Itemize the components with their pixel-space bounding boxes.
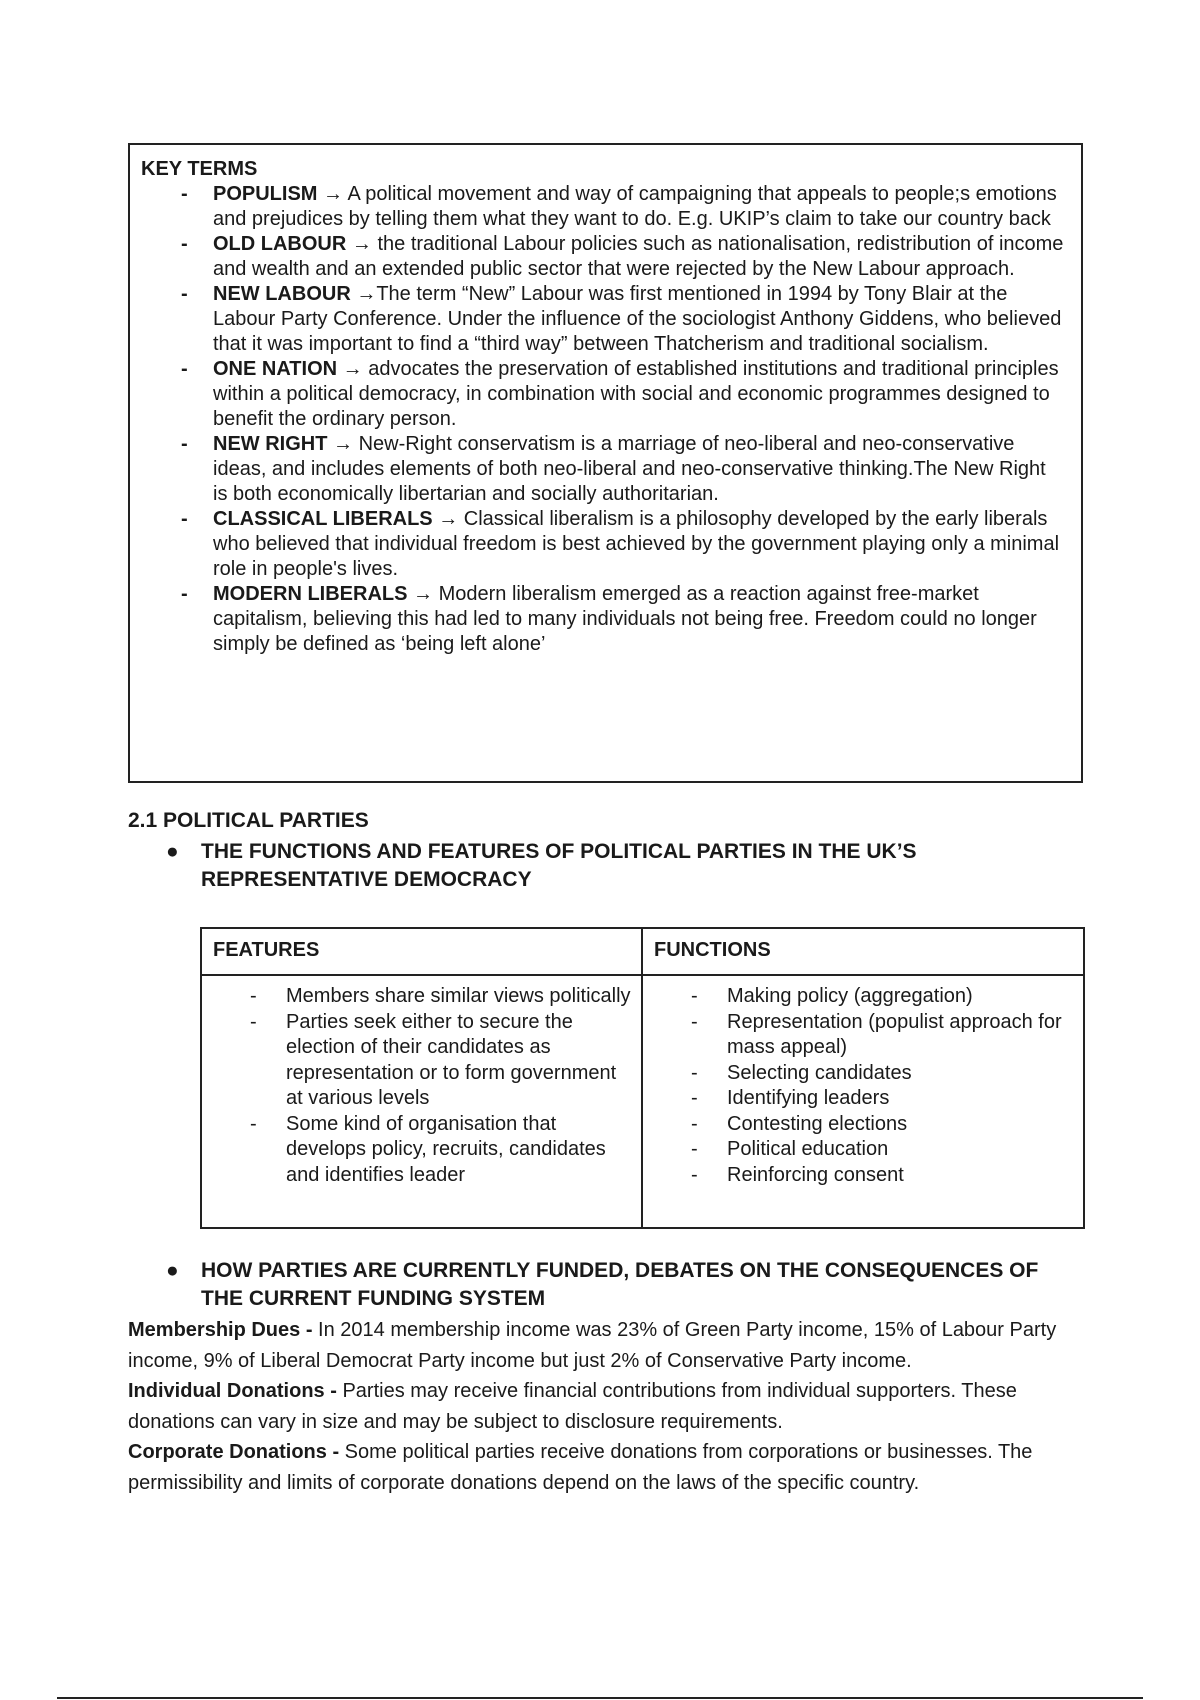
table-row [201, 975, 1084, 1228]
bullet-text: HOW PARTIES ARE CURRENTLY FUNDED, DEBATES ON THE CONSEQUENCES OF THE CURRENT FUNDING SYSTEM [201, 1259, 1039, 1310]
list-dash: - [181, 358, 188, 380]
bullet-text: THE FUNCTIONS AND FEATURES OF POLITICAL PARTIES IN THE UK’S REPRESENTATIVE DEMOCRACY [201, 840, 917, 891]
funding-text: Parties may receive financial contributions from individual supporters. These donations can vary in size and may be subject to disclosure requirements. [128, 1380, 1017, 1433]
list-item [202, 984, 633, 1010]
list-item [202, 1010, 633, 1112]
term-name: MODERN LIBERALS [213, 583, 408, 605]
term-name: CLASSICAL LIBERALS [213, 508, 433, 530]
term-definition: New-Right conservatism is a marriage of neo-liberal and neo-conservative ideas, and includes elements of both neo-liberal and neo-conservative thinking.The New Right is both economically libertarian and socially authoritarian. [213, 433, 1046, 505]
section-heading: 2.1 POLITICAL PARTIES [128, 809, 369, 832]
list-dash: - [250, 1010, 257, 1033]
funding-label: Individual Donations - [128, 1380, 343, 1402]
function-text: Making policy (aggregation) [727, 985, 973, 1007]
function-text: Contesting elections [727, 1112, 908, 1135]
table-header-row [201, 928, 1084, 975]
function-text: Reinforcing consent [727, 1163, 904, 1186]
functions-list [643, 984, 1075, 1188]
bullet-functions-features [166, 838, 1086, 894]
list-dash: - [691, 1163, 698, 1186]
term-name: NEW LABOUR [213, 283, 351, 305]
list-dash: - [181, 508, 188, 530]
term-definition: The term “New” Labour was first mentioned in 1994 by Tony Blair at the Labour Party Conference. Under the influence of the sociologist Anthony Giddens, who believed that it was important to find a “third way” between Thatcherism and traditional socialism. [213, 283, 1062, 355]
list-item [643, 1010, 1075, 1061]
functions-header: FUNCTIONS [642, 928, 1084, 975]
funding-text: Some political parties receive donations from corporations or businesses. The permissibility and limits of corporate donations depend on the laws of the specific country. [128, 1441, 1033, 1494]
list-dash: - [181, 233, 188, 255]
list-item [643, 1061, 1075, 1087]
features-header: FEATURES [201, 928, 642, 975]
funding-label: Corporate Donations - [128, 1441, 345, 1463]
function-text: Representation (populist approach for mass appeal) [727, 1010, 1062, 1058]
list-dash: - [691, 985, 698, 1007]
term-definition: advocates the preservation of established institutions and traditional principles within a political democracy, in combination with social and economic programmes designed to benefit the ordinary person. [213, 358, 1059, 430]
term-name: NEW RIGHT [213, 433, 328, 455]
arrow-separator: → [432, 508, 464, 530]
key-term-item [141, 357, 1065, 432]
bullet-funding [166, 1257, 1086, 1313]
key-term-item [141, 282, 1065, 357]
list-item [643, 984, 1075, 1010]
arrow-separator: → [350, 283, 377, 305]
list-dash: - [691, 1061, 698, 1084]
term-definition: Classical liberalism is a philosophy developed by the early liberals who believed that individual freedom is best achieved by the government playing only a minimal role in people's lives. [213, 508, 1060, 580]
features-list [202, 984, 633, 1188]
list-item [643, 1112, 1075, 1138]
key-terms-title: KEY TERMS [141, 158, 258, 180]
arrow-separator: → [327, 433, 359, 455]
features-functions-table [200, 927, 1085, 1229]
list-item [643, 1137, 1075, 1163]
list-dash: - [250, 1112, 257, 1135]
arrow-separator: → [317, 183, 348, 205]
key-terms-list [141, 182, 1065, 657]
term-definition: Modern liberalism emerged as a reaction against free-market capitalism, believing this had led to many individuals not being free. Freedom could no longer simply be defined as ‘being left alone’ [213, 583, 1037, 655]
key-term-item [141, 432, 1065, 507]
key-term-item [141, 182, 1065, 232]
list-item [643, 1163, 1075, 1189]
term-definition: the traditional Labour policies such as nationalisation, redistribution of income and wealth and an extended public sector that were rejected by the New Labour approach. [213, 233, 1064, 280]
key-terms-box [128, 143, 1083, 783]
list-item [202, 1112, 633, 1189]
list-item [643, 1086, 1075, 1112]
list-dash: - [691, 1138, 698, 1160]
feature-text: Parties seek either to secure the election of their candidates as representation or to form government at various levels [286, 1010, 617, 1109]
funding-paragraph [128, 1437, 1078, 1498]
term-name: POPULISM [213, 183, 318, 205]
funding-text: In 2014 membership income was 23% of Green Party income, 15% of Labour Party income, 9% of Liberal Democrat Party income but just 2% of Conservative Party income. [128, 1319, 1057, 1372]
funding-label: Membership Dues - [128, 1319, 319, 1341]
list-dash: - [181, 433, 188, 455]
term-name: OLD LABOUR [213, 233, 347, 255]
term-definition: A political movement and way of campaigning that appeals to people;s emotions and prejudices by telling them what they want to do. E.g. UKIP’s claim to take our country back [213, 183, 1057, 230]
funding-paragraph [128, 1376, 1078, 1437]
arrow-separator: → [407, 583, 439, 605]
feature-text: Some kind of organisation that develops policy, recruits, candidates and identifies leader [286, 1112, 606, 1186]
function-text: Selecting candidates [727, 1061, 912, 1084]
list-dash: - [181, 583, 188, 605]
list-dash: - [250, 985, 257, 1007]
bullet-dot: ● [166, 1259, 179, 1282]
list-dash: - [181, 283, 188, 305]
arrow-separator: → [337, 358, 369, 380]
feature-text: Members share similar views politically [286, 985, 631, 1007]
bullet-dot: ● [166, 840, 179, 863]
function-text: Identifying leaders [727, 1087, 890, 1109]
funding-paragraph [128, 1315, 1078, 1376]
key-term-item [141, 582, 1065, 657]
funding-section [128, 1315, 1078, 1498]
key-term-item [141, 507, 1065, 582]
list-dash: - [691, 1087, 698, 1109]
bottom-divider [57, 1697, 1143, 1699]
function-text: Political education [727, 1138, 889, 1160]
list-dash: - [691, 1010, 698, 1033]
term-name: ONE NATION [213, 358, 338, 380]
functions-cell [642, 975, 1084, 1228]
list-dash: - [181, 183, 188, 205]
list-dash: - [691, 1112, 698, 1135]
key-term-item [141, 232, 1065, 282]
features-cell [201, 975, 642, 1228]
arrow-separator: → [346, 233, 378, 255]
